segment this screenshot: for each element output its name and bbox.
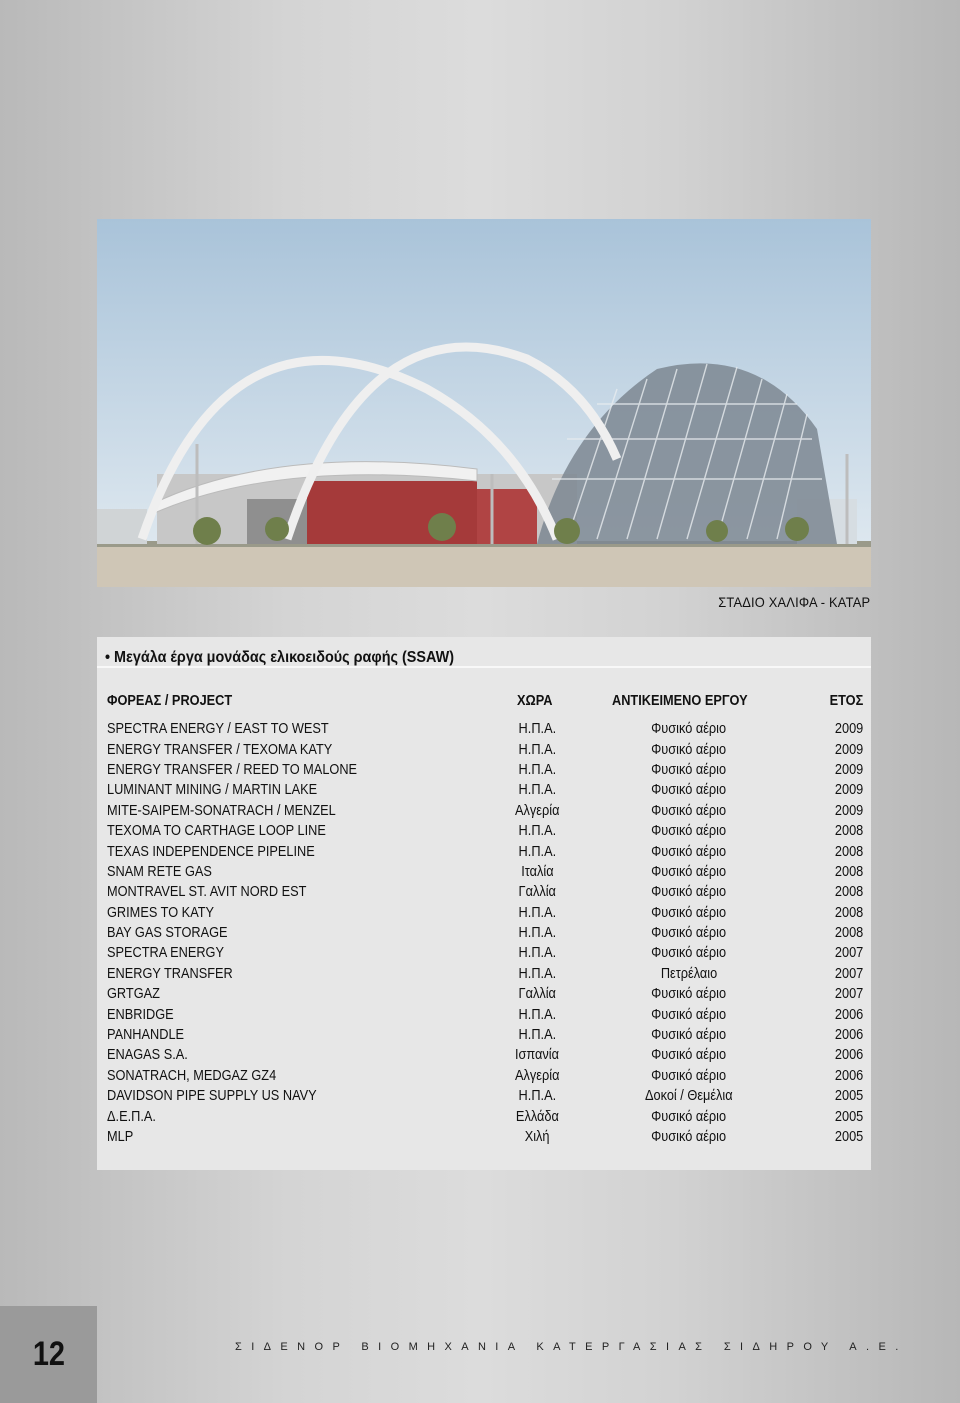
header-year: ΕΤΟΣ (829, 693, 863, 709)
cell-project: GRIMES TO KATY (107, 904, 215, 921)
cell-project: ENERGY TRANSFER / TEXOMA KATY (107, 741, 333, 758)
table-row (107, 943, 863, 963)
cell-year: 2008 (834, 884, 863, 901)
table-row (107, 1106, 863, 1126)
table-row (107, 964, 863, 984)
cell-project: LUMINANT MINING / MARTIN LAKE (107, 782, 318, 799)
cell-country: Η.Π.Α. (518, 782, 556, 799)
divider (97, 666, 871, 668)
company-footer: ΣΙΔΕΝΟΡ ΒΙΟΜΗΧΑΝΙΑ ΚΑΤΕΡΓΑΣΙΑΣ ΣΙΔΗΡΟΥ Α.Ε. (235, 1341, 908, 1353)
projects-panel (97, 637, 871, 1170)
cell-year: 2009 (834, 782, 863, 799)
cell-project: MITE-SAIPEM-SONATRACH / MENZEL (107, 802, 336, 819)
cell-year: 2006 (834, 1067, 863, 1084)
table-row (107, 1086, 863, 1106)
cell-subject: Δοκοί / Θεμέλια (645, 1088, 733, 1105)
cell-project: BAY GAS STORAGE (107, 925, 228, 942)
cell-project: ENAGAS S.A. (107, 1047, 188, 1064)
cell-subject: Φυσικό αέριο (651, 1047, 727, 1064)
table-row (107, 1045, 863, 1065)
cell-project: ENBRIDGE (107, 1006, 174, 1023)
photo-caption: ΣΤΑΔΙΟ ΧΑΛΙΦΑ - ΚΑΤΑΡ (717, 594, 870, 610)
cell-project: Δ.Ε.Π.Α. (107, 1108, 156, 1125)
header-project: ΦΟΡΕΑΣ / PROJECT (107, 693, 233, 709)
cell-project: SNAM RETE GAS (107, 863, 212, 880)
cell-project: MONTRAVEL ST. AVIT NORD EST (107, 884, 307, 901)
cell-country: Η.Π.Α. (518, 904, 556, 921)
table-row (107, 984, 863, 1004)
cell-year: 2005 (834, 1129, 863, 1145)
cell-project: ENERGY TRANSFER / REED TO MALONE (107, 761, 358, 778)
cell-subject: Φυσικό αέριο (651, 1006, 727, 1023)
cell-country: Η.Π.Α. (518, 1027, 556, 1044)
cell-country: Η.Π.Α. (518, 761, 556, 778)
cell-subject: Φυσικό αέριο (651, 1067, 727, 1084)
cell-country: Γαλλία (518, 884, 556, 901)
cell-subject: Φυσικό αέριο (651, 884, 727, 901)
cell-year: 2008 (834, 925, 863, 942)
cell-country: Ιταλία (520, 863, 554, 880)
table-row (107, 739, 863, 759)
cell-subject: Φυσικό αέριο (651, 1027, 727, 1044)
cell-subject: Φυσικό αέριο (651, 782, 727, 799)
table-row (107, 801, 863, 821)
cell-subject: Φυσικό αέριο (651, 761, 727, 778)
table-row (107, 821, 863, 841)
cell-year: 2007 (834, 986, 863, 1003)
table-row (107, 780, 863, 800)
cell-project: TEXOMA TO CARTHAGE LOOP LINE (107, 823, 326, 840)
cell-subject: Φυσικό αέριο (651, 1108, 727, 1125)
table-row (107, 903, 863, 923)
cell-country: Η.Π.Α. (518, 1006, 556, 1023)
cell-country: Η.Π.Α. (518, 925, 556, 942)
table-row (107, 923, 863, 943)
cell-project: SPECTRA ENERGY (107, 945, 224, 962)
cell-country: Η.Π.Α. (518, 965, 556, 982)
cell-subject: Φυσικό αέριο (651, 863, 727, 880)
cell-country: Η.Π.Α. (518, 1088, 556, 1105)
header-country: ΧΩΡΑ (516, 693, 553, 709)
cell-year: 2006 (834, 1006, 863, 1023)
cell-country: Η.Π.Α. (518, 721, 556, 738)
cell-subject: Φυσικό αέριο (651, 823, 727, 840)
cell-country: Αλγερία (514, 1067, 560, 1084)
cell-year: 2005 (834, 1088, 863, 1105)
cell-project: GRTGAZ (107, 986, 160, 1003)
cell-country: Ελλάδα (515, 1108, 559, 1125)
cell-country: Χιλή (524, 1129, 550, 1145)
projects-table (107, 693, 863, 1147)
cell-subject: Φυσικό αέριο (651, 741, 727, 758)
table-row (107, 719, 863, 739)
cell-country: Γαλλία (518, 986, 556, 1003)
page-number: 12 (32, 1335, 65, 1373)
table-row (107, 882, 863, 902)
cell-subject: Φυσικό αέριο (651, 904, 727, 921)
cell-subject: Φυσικό αέριο (651, 802, 727, 819)
cell-year: 2007 (834, 965, 863, 982)
cell-country: Η.Π.Α. (518, 945, 556, 962)
cell-subject: Φυσικό αέριο (651, 945, 727, 962)
table-header-row (107, 693, 863, 719)
cell-project: SONATRACH, MEDGAZ GZ4 (107, 1067, 277, 1084)
cell-project: TEXAS INDEPENDENCE PIPELINE (107, 843, 315, 860)
cell-year: 2009 (834, 802, 863, 819)
cell-subject: Πετρέλαιο (660, 965, 718, 982)
cell-year: 2009 (834, 741, 863, 758)
cell-year: 2008 (834, 843, 863, 860)
cell-year: 2008 (834, 863, 863, 880)
cell-country: Η.Π.Α. (518, 843, 556, 860)
cell-project: PANHANDLE (107, 1027, 185, 1044)
cell-subject: Φυσικό αέριο (651, 986, 727, 1003)
cell-year: 2007 (834, 945, 863, 962)
table-row (107, 1127, 863, 1147)
table-row (107, 1066, 863, 1086)
table-row (107, 841, 863, 861)
stadium-photo (97, 219, 871, 587)
cell-project: ENERGY TRANSFER (107, 965, 233, 982)
cell-year: 2006 (834, 1027, 863, 1044)
cell-subject: Φυσικό αέριο (651, 843, 727, 860)
table-row (107, 862, 863, 882)
cell-project: SPECTRA ENERGY / EAST TO WEST (107, 721, 329, 738)
page-number-box (0, 1306, 97, 1403)
cell-year: 2009 (834, 761, 863, 778)
cell-year: 2009 (834, 721, 863, 738)
cell-country: Αλγερία (514, 802, 560, 819)
cell-country: Η.Π.Α. (518, 741, 556, 758)
table-row (107, 760, 863, 780)
section-heading: • Μεγάλα έργα μονάδας ελικοειδούς ραφής (SSAW) (105, 649, 455, 666)
cell-subject: Φυσικό αέριο (651, 721, 727, 738)
cell-year: 2006 (834, 1047, 863, 1064)
cell-subject: Φυσικό αέριο (651, 1129, 727, 1145)
cell-subject: Φυσικό αέριο (651, 925, 727, 942)
cell-year: 2008 (834, 823, 863, 840)
cell-country: Ισπανία (514, 1047, 559, 1064)
cell-country: Η.Π.Α. (518, 823, 556, 840)
table-row (107, 1004, 863, 1024)
cell-year: 2008 (834, 904, 863, 921)
cell-project: DAVIDSON PIPE SUPPLY US NAVY (107, 1088, 317, 1105)
cell-year: 2005 (834, 1108, 863, 1125)
header-subject: ΑΝΤΙΚΕΙΜΕΝΟ ΕΡΓΟΥ (611, 693, 748, 709)
table-row (107, 1025, 863, 1045)
cell-project: MLP (107, 1129, 134, 1145)
